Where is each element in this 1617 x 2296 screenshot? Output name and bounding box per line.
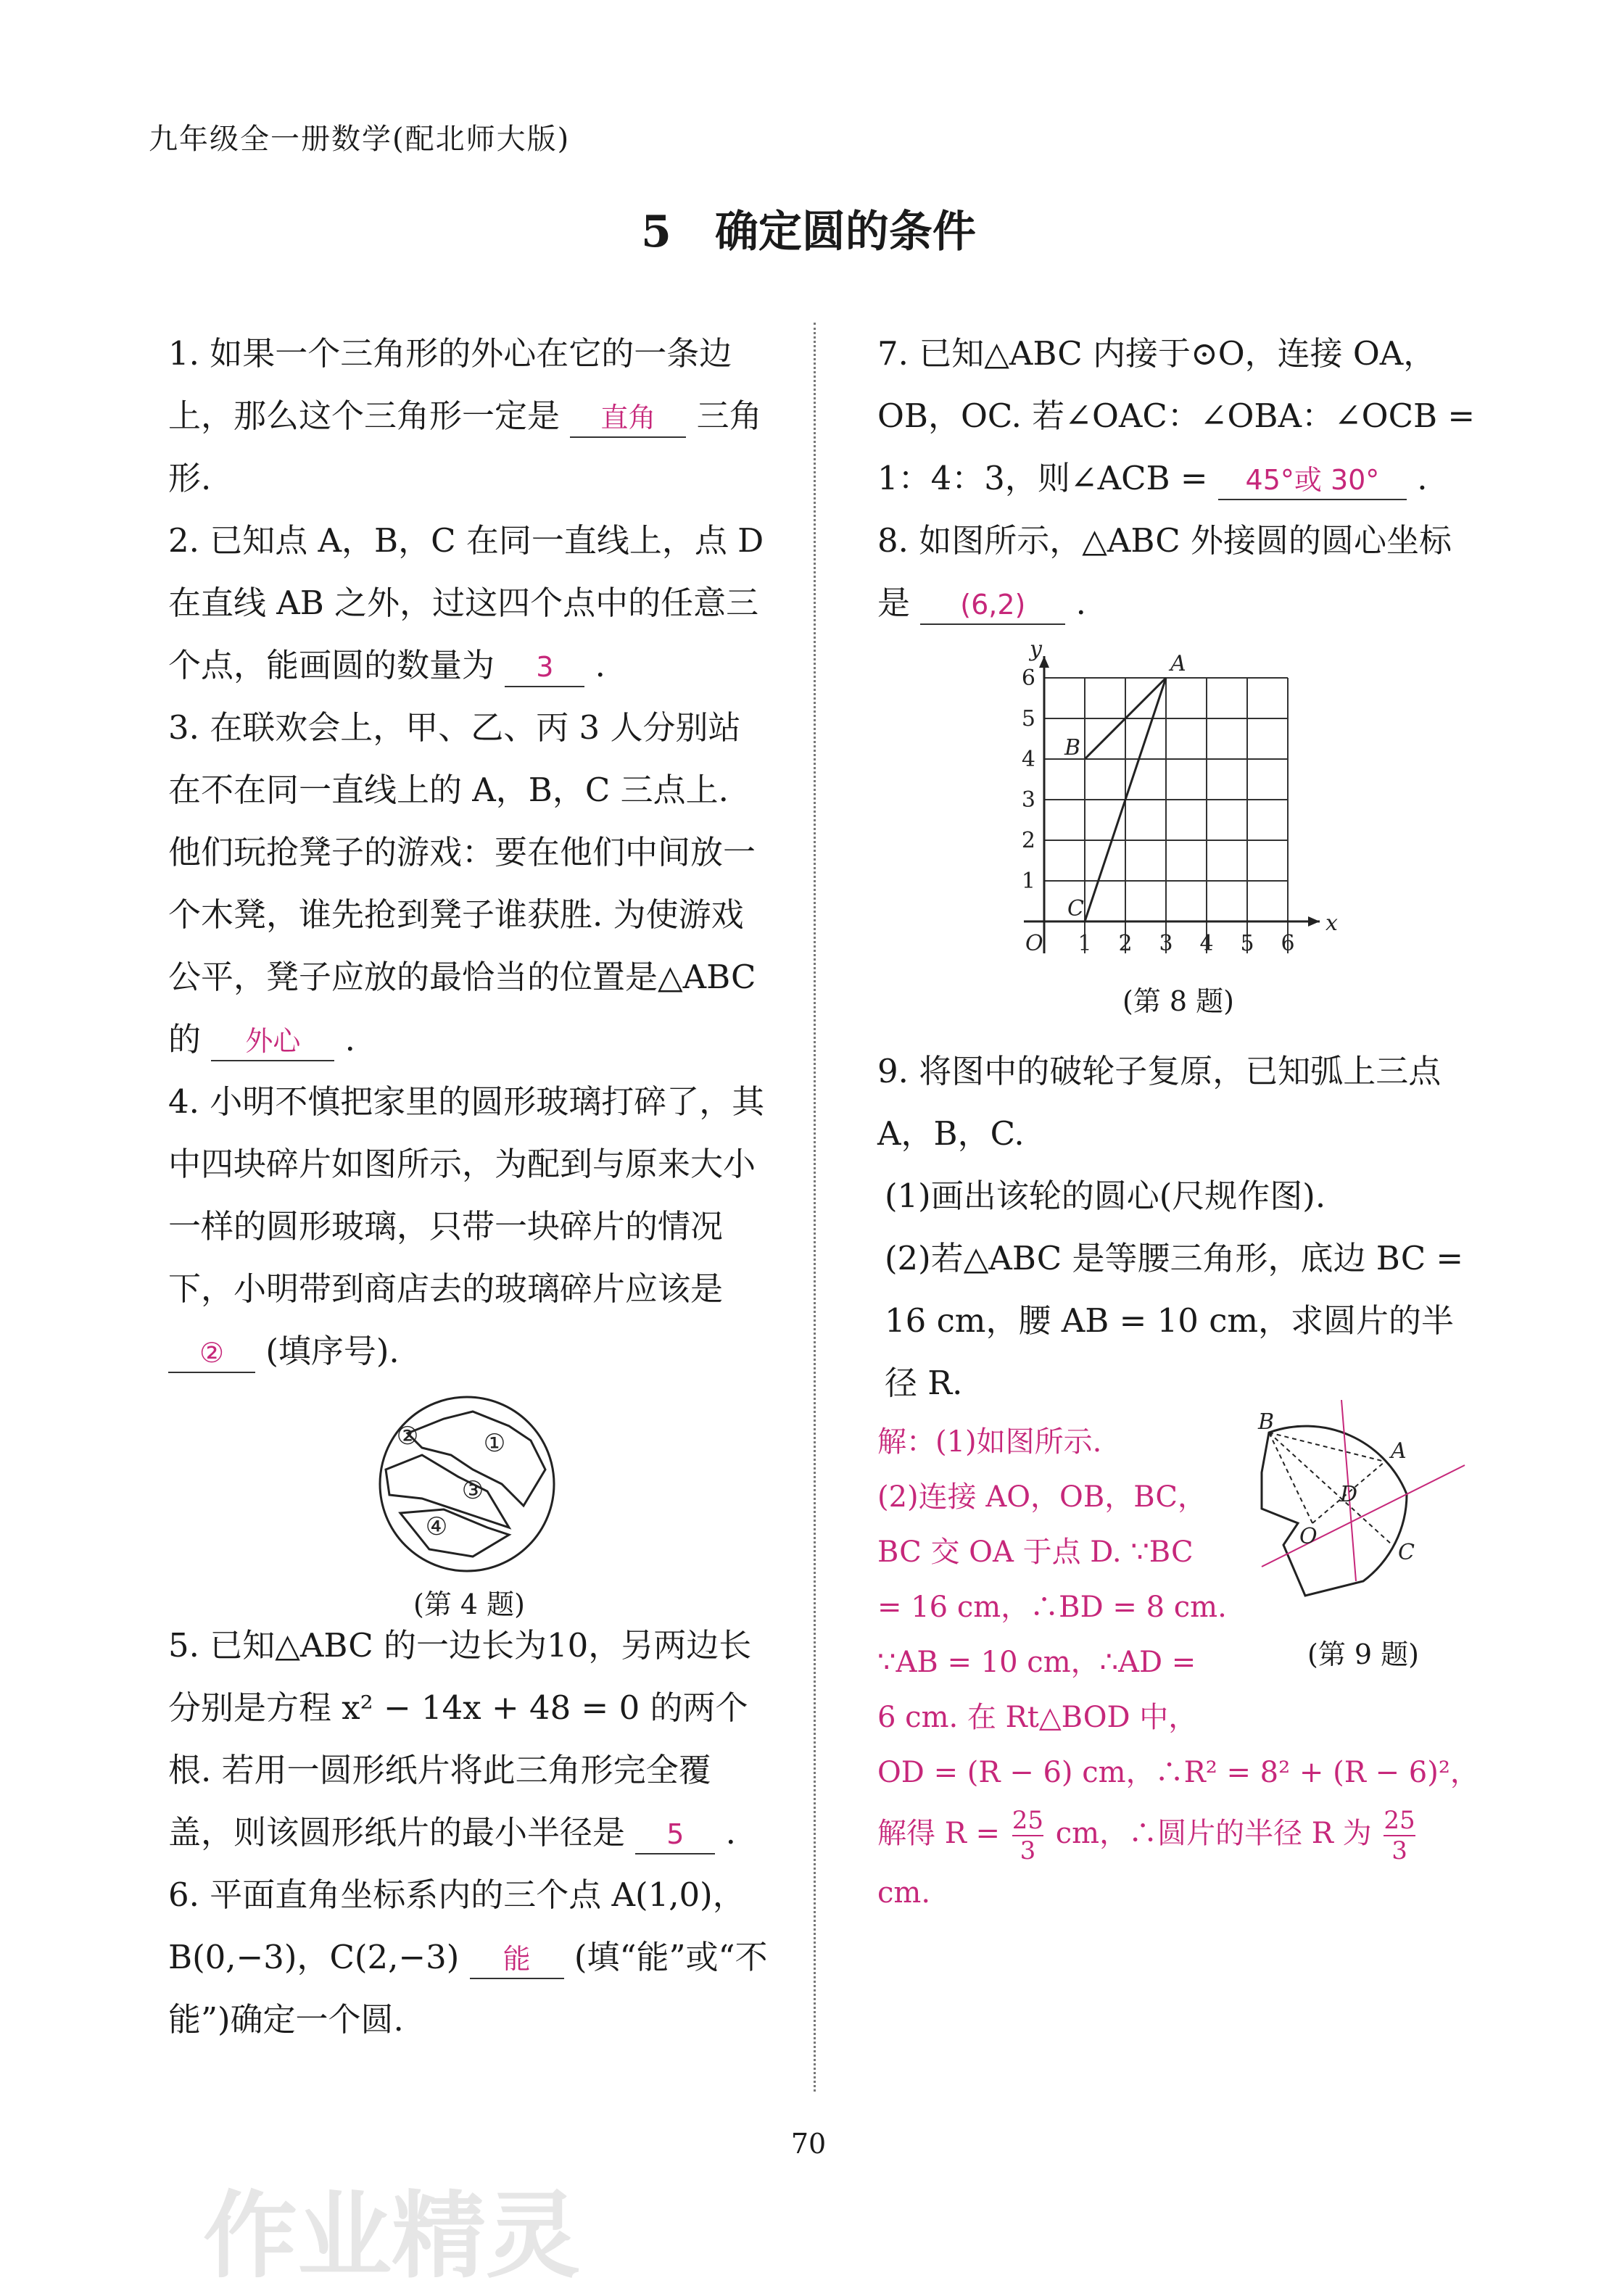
q4-text-b: (填序号). xyxy=(265,1332,400,1370)
q9-part-1: (1)画出该轮的圆心(尺规作图). xyxy=(885,1177,1326,1215)
q1-text-b: 三角形. xyxy=(168,397,762,497)
x-tick: 3 xyxy=(1159,931,1173,956)
q8-text-a: 8. 如图所示，△ABC 外接圆的圆心坐标是 xyxy=(877,521,1452,622)
solution-text: 解得 R = xyxy=(877,1817,1001,1850)
q1-text-a: 1. 如果一个三角形的外心在它的一条边上，那么这个三角形一定是 xyxy=(168,334,732,435)
label-piece-2: ② xyxy=(396,1422,419,1451)
piece-4-outline xyxy=(400,1509,509,1557)
q4-text-a: 4. 小明不慎把家里的圆形玻璃打碎了，其中四块碎片如图所示，为配到与原来大小一样的圆形玻璃，只带一块碎片的情况下，小明带到商店去的玻璃碎片应该是 xyxy=(168,1082,765,1308)
x-tick: 4 xyxy=(1199,931,1214,956)
q4-answer: ② xyxy=(168,1334,255,1373)
solution-line-6: 6 cm. 在 Rt△BOD 中， xyxy=(877,1701,1198,1734)
solution-line-5: ∵AB = 10 cm，∴AD = xyxy=(877,1646,1196,1679)
coordinate-grid xyxy=(877,634,1479,997)
q7-text-a: 7. 已知△ABC 内接于⊙O，连接 OA，OB，OC. 若∠OAC：∠OBA：∠OCB = 1：4：3，则∠ACB = xyxy=(877,334,1476,497)
wheel-label-d: D xyxy=(1340,1482,1358,1507)
q1-answer: 直角 xyxy=(570,399,686,438)
q8-answer: (6,2) xyxy=(920,586,1065,625)
solution-text: cm. xyxy=(877,1876,931,1910)
q9-text: 9. 将图中的破轮子复原，已知弧上三点 A，B，C. xyxy=(877,1052,1442,1153)
solution-line-1: 解：(1)如图所示. xyxy=(877,1425,1102,1459)
question-6 xyxy=(168,1864,770,2051)
q8-text-b: . xyxy=(1075,584,1086,622)
q7-answer: 45°或 30° xyxy=(1218,461,1407,500)
page-number: 70 xyxy=(790,2128,827,2160)
column-divider xyxy=(814,323,816,2092)
question-8 xyxy=(877,510,1479,634)
x-tick: 6 xyxy=(1281,931,1295,956)
q6-answer: 能 xyxy=(470,1940,564,1979)
solution-line-7: OD = (R − 6) cm，∴R² = 8² + (R − 6)²， xyxy=(877,1756,1479,1789)
solution-line-8 xyxy=(877,1806,1479,1920)
label-piece-1: ① xyxy=(483,1429,506,1458)
q6-text-b: (填“能”或“不能”)确定一个圆. xyxy=(168,1938,768,2039)
question-1 xyxy=(168,323,770,510)
fraction-denominator: 3 xyxy=(1020,1836,1036,1865)
wheel-label-a: A xyxy=(1391,1438,1407,1464)
y-tick: 1 xyxy=(1021,869,1035,894)
y-tick: 6 xyxy=(1021,666,1035,691)
right-column xyxy=(877,323,1479,1910)
q9-caption: (第 9 题) xyxy=(1307,1638,1419,1670)
q5-text-a: 5. 已知△ABC 的一边长为10，另两边长分别是方程 x² − 14x + 48 = 0 的两个根. 若用一圆形纸片将此三角形完全覆盖，则该圆形纸片的最小半径是 xyxy=(168,1626,752,1852)
left-column xyxy=(168,323,770,2051)
q3-text-a: 3. 在联欢会上，甲、乙、丙 3 人分别站在不在同一直线上的 A，B，C 三点上. 他们玩抢凳子的游戏：要在他们中间放一个木凳，谁先抢到凳子谁获胜. 为使游戏公平，凳子应放的最恰当的位置是△ABC 的 xyxy=(168,708,756,1058)
wheel-label-c: C xyxy=(1398,1540,1415,1565)
broken-glass-diagram xyxy=(168,1390,770,1586)
label-piece-4: ④ xyxy=(425,1512,448,1541)
x-axis-label: x xyxy=(1326,911,1338,936)
solution-line-3: BC 交 OA 于点 D. ∵BC xyxy=(877,1535,1194,1569)
x-tick: 1 xyxy=(1078,931,1092,956)
point-b-label: B xyxy=(1064,735,1081,761)
question-4 xyxy=(168,1071,770,1383)
q8-caption: (第 8 题) xyxy=(1122,985,1234,1017)
question-7 xyxy=(877,323,1479,510)
x-axis-arrow xyxy=(1308,916,1320,927)
x-tick-labels xyxy=(1078,931,1294,956)
fraction xyxy=(1012,1806,1043,1865)
fraction xyxy=(1384,1806,1415,1865)
question-5 xyxy=(168,1615,770,1864)
solution-text: cm，∴圆片的半径 R 为 xyxy=(1055,1817,1372,1850)
chord-ba xyxy=(1269,1433,1385,1462)
q2-text-b: . xyxy=(595,646,605,684)
question-9 xyxy=(877,1040,1479,1414)
y-tick: 2 xyxy=(1021,828,1035,853)
solution-line-4: = 16 cm，∴BD = 8 cm. xyxy=(877,1591,1227,1624)
q5-text-b: . xyxy=(725,1813,736,1852)
x-tick: 5 xyxy=(1240,931,1254,956)
question-3 xyxy=(168,697,770,1071)
x-tick: 2 xyxy=(1118,931,1133,956)
q3-answer: 外心 xyxy=(211,1022,334,1061)
q5-answer: 5 xyxy=(635,1815,715,1854)
fraction-denominator: 3 xyxy=(1391,1836,1407,1865)
y-axis-label: y xyxy=(1030,637,1042,662)
y-tick: 3 xyxy=(1021,787,1035,813)
q7-text-b: . xyxy=(1417,459,1428,497)
q8-figure xyxy=(877,634,1479,1040)
question-2 xyxy=(168,510,770,697)
section-title: 5 确定圆的条件 xyxy=(641,207,976,257)
q4-figure xyxy=(168,1383,770,1620)
y-tick: 5 xyxy=(1021,706,1035,732)
wheel-diagram xyxy=(1218,1400,1508,1617)
radius-ob xyxy=(1269,1433,1312,1523)
fraction-numerator: 25 xyxy=(1012,1806,1044,1835)
q2-text-a: 2. 已知点 A，B，C 在同一直线上，点 D 在直线 AB 之外，过这四个点中的任意三个点，能画圆的数量为 xyxy=(168,521,764,684)
q4-caption: (第 4 题) xyxy=(413,1588,525,1620)
point-a-label: A xyxy=(1170,651,1186,676)
wheel-label-b: B xyxy=(1258,1409,1275,1435)
q3-text-b: . xyxy=(344,1020,355,1058)
label-piece-3: ③ xyxy=(461,1476,484,1505)
q6-text-a: 6. 平面直角坐标系内的三个点 A(1,0)，B(0,−3)，C(2,−3) xyxy=(168,1876,745,1976)
solution-line-2: (2)连接 AO，OB，BC， xyxy=(877,1480,1207,1514)
wheel-label-o: O xyxy=(1299,1524,1318,1549)
book-header: 九年级全一册数学(配北师大版) xyxy=(149,123,571,156)
watermark-logo: 作业精灵 xyxy=(203,2181,581,2291)
q9-part-2: (2)若△ABC 是等腰三角形，底边 BC = 16 cm，腰 AB = 10 cm，求圆片的半径 R. xyxy=(885,1239,1464,1402)
y-tick: 4 xyxy=(1021,747,1035,772)
origin-label: O xyxy=(1025,931,1043,956)
fraction-numerator: 25 xyxy=(1384,1806,1415,1835)
wheel-outline xyxy=(1262,1426,1407,1596)
point-c-label: C xyxy=(1067,896,1084,921)
q9-solution-block xyxy=(877,1409,1479,1910)
q2-answer: 3 xyxy=(505,648,584,687)
y-tick-labels xyxy=(1022,666,1035,894)
